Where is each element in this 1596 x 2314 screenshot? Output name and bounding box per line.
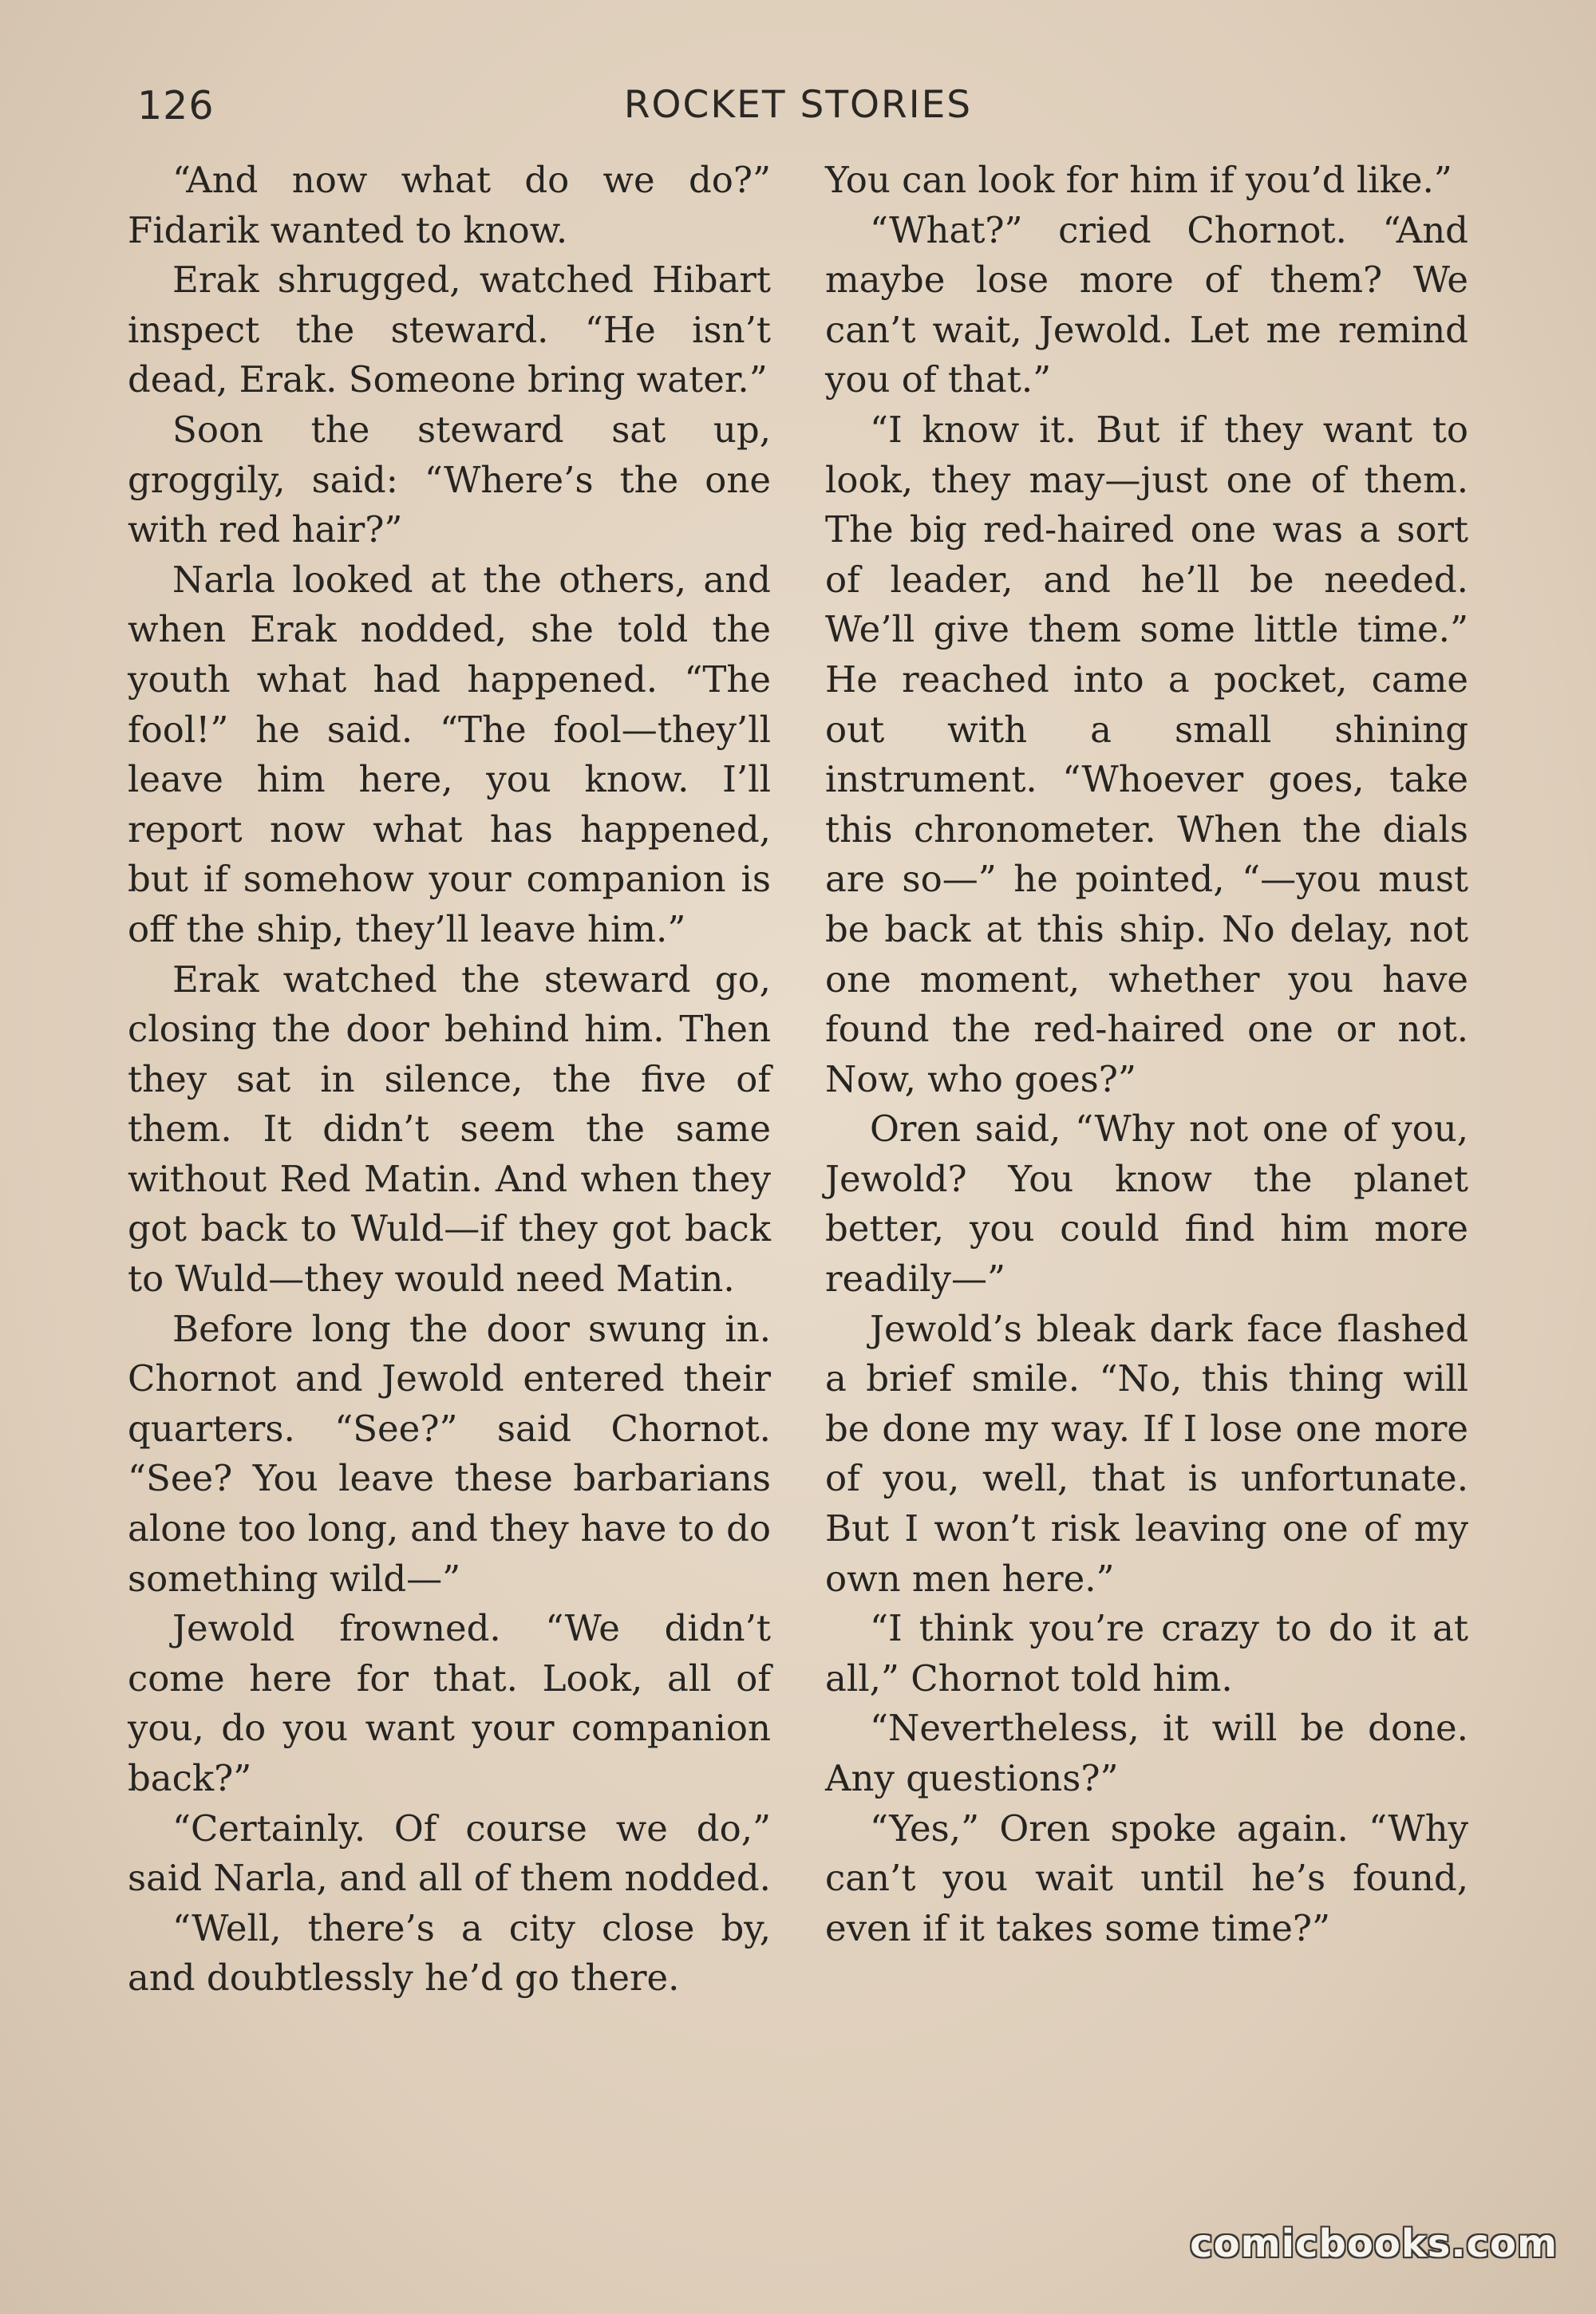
paragraph: Jewold’s bleak dark face flashed a brief smile. “No, this thing will be done my way. If I lose one more of you, well, that is unfortunate. But I won’t risk leaving one of my own men here.” [825,1307,1468,1600]
paragraph: “Yes,” Oren spoke again. “Why can’t you wait until he’s found, even if it takes some time?” [825,1807,1468,1949]
paragraph: “And now what do we do?” Fidarik wanted to know. [128,159,771,251]
paragraph: “I know it. But if they want to look, they may—just one of them. The big red-haired one was a sort of leader, and he’ll be needed. We’ll give them some little time.” He reached into a pocket, came out with a small shining instrument. “Whoever goes, take this chronometer. When the dials are so—” he pointed, “—you must be back at this ship. No delay, not one moment, whether you have found the red-haired one or not. Now, who goes?” [825,408,1468,1100]
paragraph: “What?” cried Chornot. “And maybe lose more of them? We can’t wait, Jewold. Let me remind you of that.” [825,208,1468,401]
running-head: ROCKET STORIES [623,83,973,127]
site-watermark: comicbooks.com [1190,2221,1558,2266]
paragraph: Erak watched the steward go, closing the door behind him. Then they sat in silence, the five of them. It didn’t seem the same without Red Matin. And when they got back to Wuld—if they got back to Wuld—they would need Matin. [128,958,771,1301]
paragraph: “Certainly. Of course we do,” said Narla, and all of them nodded. [128,1807,771,1900]
paragraph: Erak shrugged, watched Hibart inspect the steward. “He isn’t dead, Erak. Someone bring water.” [128,259,771,401]
paragraph: Before long the door swung in. Chornot and Jewold entered their quarters. “See?” said Chornot. “See? You leave these barbarians alone too long, and they have to do something wild—” [128,1307,771,1600]
right-column [825,156,1468,1953]
paragraph: Narla looked at the others, and when Erak nodded, she told the youth what had happened. “The fool!” he said. “The fool—they’ll leave him here, you know. I’ll report now what has happened, but if somehow your companion is off the ship, they’ll leave him.” [128,558,771,950]
left-column [128,156,771,2004]
paragraph: “Nevertheless, it will be done. Any questions?” [825,1707,1468,1799]
paragraph: “I think you’re crazy to do it at all,” Chornot told him. [825,1607,1468,1700]
paragraph: Soon the steward sat up, groggily, said: “Where’s the one with red hair?” [128,408,771,551]
paragraph: Oren said, “Why not one of you, Jewold? You know the planet better, you could find him more readily—” [825,1108,1468,1301]
page-number: 126 [137,83,215,128]
paragraph: Jewold frowned. “We didn’t come here for that. Look, all of you, do you want your companion back?” [128,1607,771,1799]
paragraph-continued: You can look for him if you’d like.” [825,159,1452,201]
paragraph: “Well, there’s a city close by, and doubtlessly he’d go there. [128,1906,771,2000]
